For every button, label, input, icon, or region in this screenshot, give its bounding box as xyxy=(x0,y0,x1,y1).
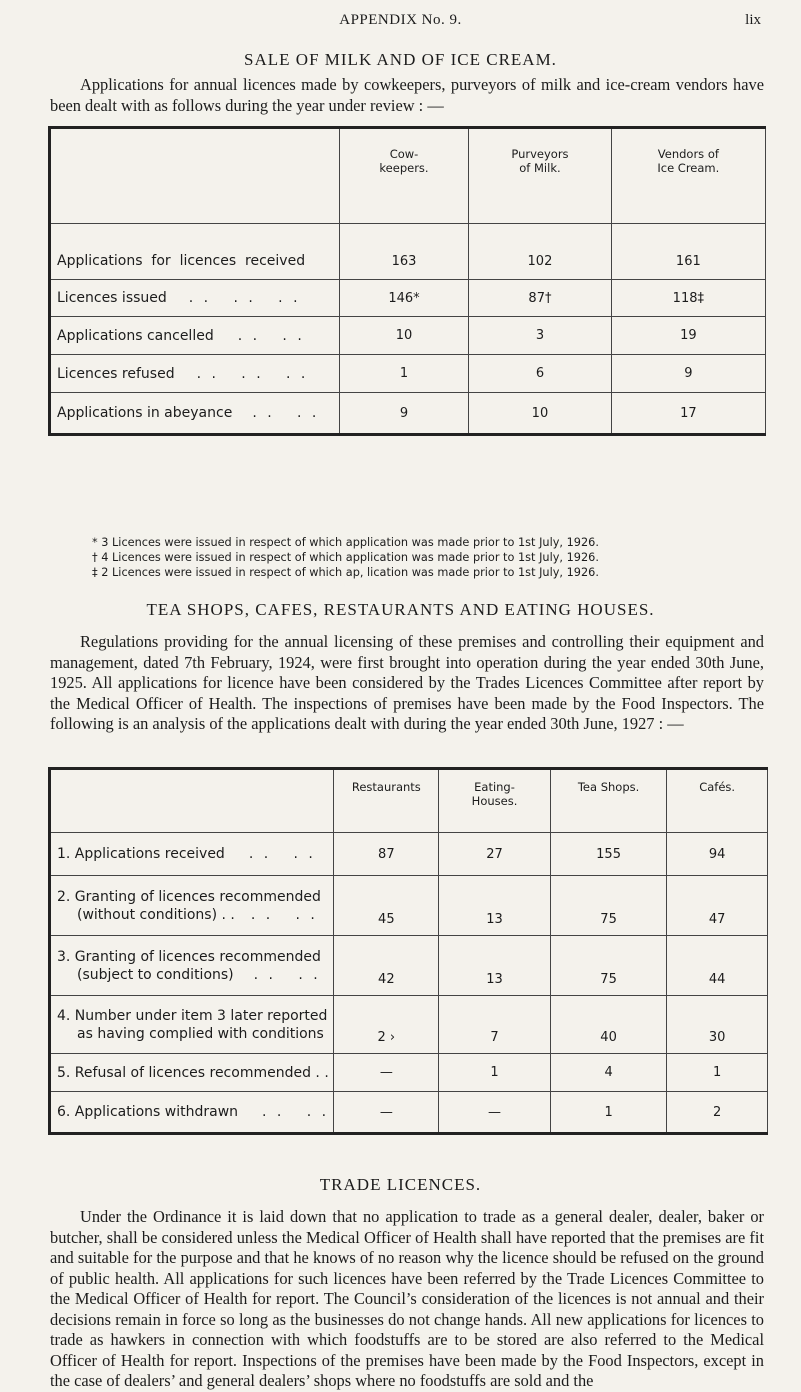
table-cell: 102 xyxy=(469,224,611,280)
table-cell: 13 xyxy=(439,936,551,996)
table-cell: 40 xyxy=(550,996,667,1054)
table-row xyxy=(50,833,768,876)
table-cell: 87† xyxy=(469,280,611,317)
table-cell: 9 xyxy=(611,355,765,393)
row-label: 1. Applications received xyxy=(57,846,225,862)
table-corner-cell xyxy=(50,128,340,224)
table-cell: 1 xyxy=(667,1054,768,1092)
row-label-cell xyxy=(50,876,334,936)
table-cell: 118‡ xyxy=(611,280,765,317)
row-label-cell xyxy=(50,936,334,996)
page-header xyxy=(0,12,801,32)
table-cell: 17 xyxy=(611,393,765,435)
row-label: Licences issued xyxy=(57,290,167,306)
table-cell: 13 xyxy=(439,876,551,936)
table-cell: 1 xyxy=(439,1054,551,1092)
table-corner-cell xyxy=(50,769,334,833)
leader-dots: . . . . xyxy=(237,327,305,344)
column-header: Restaurants xyxy=(334,769,439,833)
tea-intro-paragraph: Regulations providing for the annual licensing of these premises and controlling their equipment and management, dated 7th February, 1924, were first brought into operation during the year ended 30th June, 1925. All applications for licence have been considered by the Trades Licences Committee after report by the Medical Officer of Health. The inspections of premises have been made by the Food Inspectors. The following is an analysis of the applications dealt with during the year ended 30th June, 1927 : — xyxy=(50,632,764,733)
table-row xyxy=(50,224,766,280)
footnote: ‡ 2 Licences were issued in respect of which ap, lication was made prior to 1st July, 1926. xyxy=(92,566,599,579)
milk-licences-table xyxy=(48,126,766,436)
table-cell: 30 xyxy=(667,996,768,1054)
trade-body-paragraph: Under the Ordinance it is laid down that no application to trade as a general dealer, dealer, baker or butcher, shall be considered unless the Medical Officer of Health shall have reported that the premises are fit and suitable for the purpose and that he knows of no reason why the licence should be refused on the ground of public health. All applications for such licences have been referred by the Trade Licences Committee to the Medical Officer of Health for report. The Council’s consideration of the licences is not annual and their decisions remain in force so long as the businesses do not change hands. All new applications for licences to trade as hawkers in connection with which foodstuffs are to be stored are also referred to the Medical Officer of Health for report. Inspections of the premises have been made by the Food Inspectors, except in the case of dealers’ and general dealers’ shops where no foodstuffs are sold and the xyxy=(50,1207,764,1390)
running-head: APPENDIX No. 9. xyxy=(339,12,462,28)
leader-dots: . . . . . . xyxy=(188,290,301,306)
row-label-cell xyxy=(50,1092,334,1134)
row-label: Licences refused xyxy=(57,365,175,382)
row-label-line2: (subject to conditions) . . . . xyxy=(77,966,321,983)
table-cell: — xyxy=(439,1092,551,1134)
table-cell: 94 xyxy=(667,833,768,876)
table-cell: 75 xyxy=(550,876,667,936)
row-label-cell xyxy=(50,996,334,1054)
table-row xyxy=(50,996,768,1054)
leader-dots: . . . . . . xyxy=(196,365,309,382)
leader-dots: . . . . xyxy=(252,405,320,421)
table-cell: 4 xyxy=(550,1054,667,1092)
table-cell: 45 xyxy=(334,876,439,936)
page-number: lix xyxy=(745,12,761,28)
table-cell: 10 xyxy=(339,317,468,355)
row-label: 4. Number under item 3 later reported xyxy=(57,1007,328,1024)
table-cell: 19 xyxy=(611,317,765,355)
row-label-line2: (without conditions) . . . . . . xyxy=(77,906,318,923)
row-label: Applications cancelled xyxy=(57,327,214,344)
footnote: * 3 Licences were issued in respect of which application was made prior to 1st July, 1926. xyxy=(92,536,599,549)
table-cell: 87 xyxy=(334,833,439,876)
leader-dots: . . . . xyxy=(250,906,318,923)
table-cell: 1 xyxy=(550,1092,667,1134)
row-label-cell xyxy=(50,317,340,355)
leader-dots: . . . . xyxy=(248,846,316,862)
table-cell: 155 xyxy=(550,833,667,876)
table-cell: 163 xyxy=(339,224,468,280)
table-row xyxy=(50,1092,768,1134)
footnote: † 4 Licences were issued in respect of which application was made prior to 1st July, 1926. xyxy=(92,551,599,564)
table-cell: 42 xyxy=(334,936,439,996)
table-cell: 44 xyxy=(667,936,768,996)
column-header: Eating- Houses. xyxy=(439,769,551,833)
column-header: Cow- keepers. xyxy=(339,128,468,224)
row-label: 3. Granting of licences recommended xyxy=(57,948,321,965)
row-label: 5. Refusal of licences recommended . . xyxy=(50,1054,334,1092)
row-label: 2. Granting of licences recommended xyxy=(57,888,321,905)
milk-section-title: SALE OF MILK AND OF ICE CREAM. xyxy=(244,50,557,69)
footnotes xyxy=(92,535,599,580)
row-label-cell xyxy=(50,833,334,876)
table-row xyxy=(50,876,768,936)
column-header: Purveyors of Milk. xyxy=(469,128,611,224)
table-cell: 47 xyxy=(667,876,768,936)
row-label: Applications for licences received xyxy=(50,224,340,280)
table-cell: 9 xyxy=(339,393,468,435)
table-cell: 146* xyxy=(339,280,468,317)
table-cell: 27 xyxy=(439,833,551,876)
table-cell: 2 xyxy=(667,1092,768,1134)
table-cell: — xyxy=(334,1054,439,1092)
row-label: 6. Applications withdrawn xyxy=(57,1104,239,1120)
row-label-cell xyxy=(50,393,340,435)
table-cell: 6 xyxy=(469,355,611,393)
table-cell: 7 xyxy=(439,996,551,1054)
table-row xyxy=(50,280,766,317)
row-label-line2: as having complied with conditions xyxy=(77,1025,324,1042)
table-cell: 1 xyxy=(339,355,468,393)
table-row xyxy=(50,317,766,355)
tea-section-title: TEA SHOPS, CAFES, RESTAURANTS AND EATING HOUSES. xyxy=(146,600,655,619)
trade-section-title: TRADE LICENCES. xyxy=(319,1175,482,1194)
table-row xyxy=(50,393,766,435)
table-cell: 2 › xyxy=(334,996,439,1054)
table-cell: 75 xyxy=(550,936,667,996)
table-row xyxy=(50,355,766,393)
row-label-cell xyxy=(50,355,340,393)
milk-intro-paragraph: Applications for annual licences made by cowkeepers, purveyors of milk and ice-cream vendors have been dealt with as follows during the year under review : — xyxy=(50,75,764,115)
leader-dots: . . . . xyxy=(262,1104,330,1120)
table-cell: 10 xyxy=(469,393,611,435)
column-header: Tea Shops. xyxy=(550,769,667,833)
column-header: Cafés. xyxy=(667,769,768,833)
leader-dots: . . . . xyxy=(253,966,321,983)
table-cell: — xyxy=(334,1092,439,1134)
column-header: Vendors of Ice Cream. xyxy=(611,128,765,224)
table-cell: 3 xyxy=(469,317,611,355)
table-row xyxy=(50,936,768,996)
tea-shops-table xyxy=(48,767,768,1135)
table-row xyxy=(50,1054,768,1092)
row-label: Applications in abeyance xyxy=(57,405,233,421)
table-cell: 161 xyxy=(611,224,765,280)
row-label-cell xyxy=(50,280,340,317)
